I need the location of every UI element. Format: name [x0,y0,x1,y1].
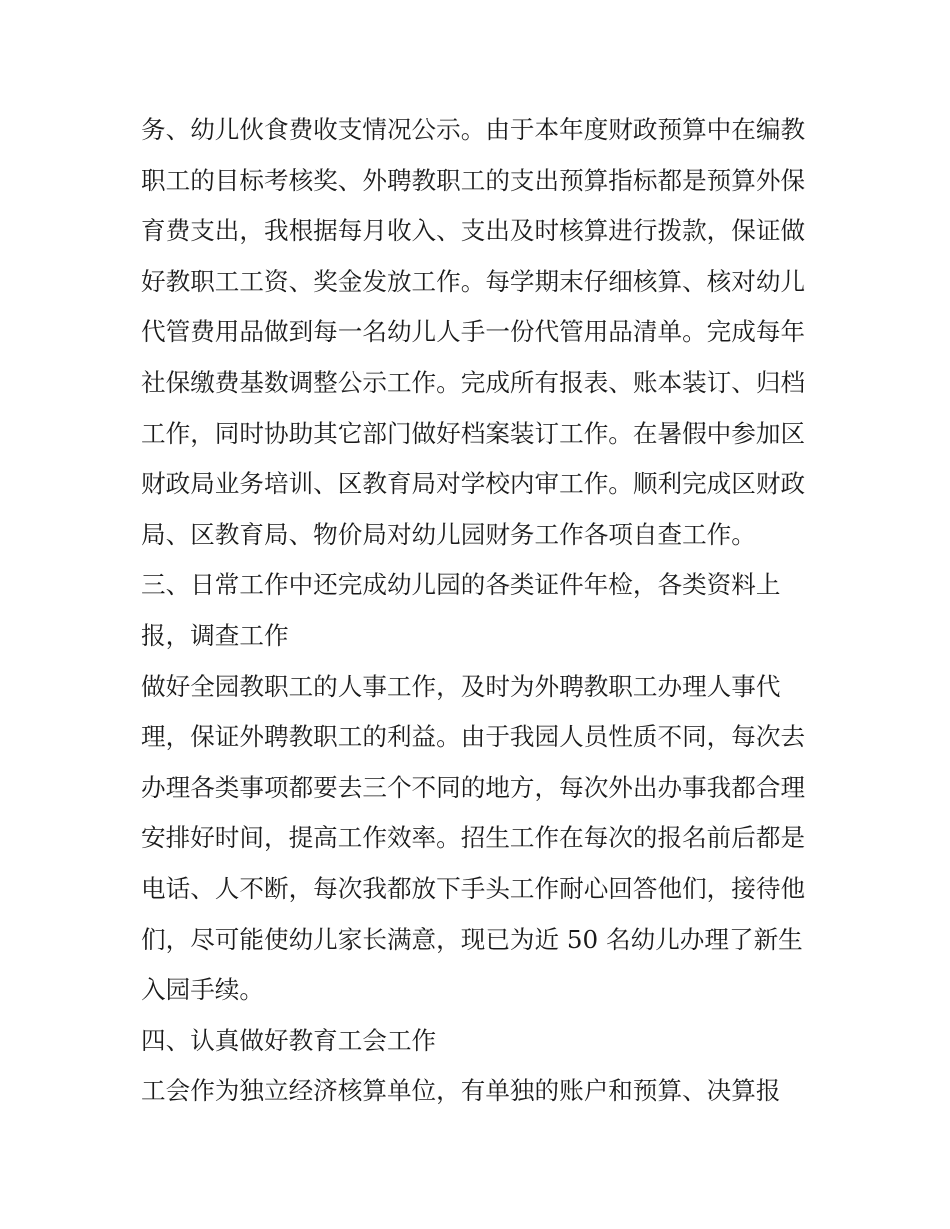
paragraph-line: 做好全园教职工的人事工作，及时为外聘教职工办理人事代 [141,671,781,701]
paragraph-line: 代管费用品做到每一名幼儿人手一份代管用品清单。完成每年 [141,317,806,347]
section-heading-3-continued: 报，调查工作 [141,620,289,650]
section-heading-4: 四、认真做好教育工会工作 [141,1025,437,1055]
paragraph-line: 们，尽可能使幼儿家长满意，现已为近 50 名幼儿办理了新生 [141,924,803,954]
paragraph-line: 安排好时间，提高工作效率。招生工作在每次的报名前后都是 [141,823,806,853]
paragraph-line: 财政局业务培训、区教育局对学校内审工作。顺利完成区财政 [141,469,806,499]
paragraph-line: 工作，同时协助其它部门做好档案装订工作。在暑假中参加区 [141,418,806,448]
paragraph-line: 电话、人不断，每次我都放下手头工作耐心回答他们，接待他 [141,873,806,903]
paragraph-line: 工会作为独立经济核算单位，有单独的账户和预算、决算报 [141,1076,781,1106]
paragraph-line: 育费支出，我根据每月收入、支出及时核算进行拨款，保证做 [141,216,806,246]
section-heading-3: 三、日常工作中还完成幼儿园的各类证件年检，各类资料上 [141,570,781,600]
paragraph-line: 入园手续。 [141,975,264,1005]
paragraph-line: 社保缴费基数调整公示工作。完成所有报表、账本装订、归档 [141,367,806,397]
paragraph-line: 办理各类事项都要去三个不同的地方，每次外出办事我都合理 [141,772,806,802]
paragraph-line: 务、幼儿伙食费收支情况公示。由于本年度财政预算中在编教 [141,115,806,144]
paragraph-line: 好教职工工资、奖金发放工作。每学期末仔细核算、核对幼儿 [141,266,806,296]
paragraph-line: 理，保证外聘教职工的利益。由于我园人员性质不同，每次去 [141,722,806,752]
paragraph-line: 局、区教育局、物价局对幼儿园财务工作各项自查工作。 [141,519,756,549]
paragraph-line: 职工的目标考核奖、外聘教职工的支出预算指标都是预算外保 [141,165,806,195]
document-body [141,105,841,1117]
